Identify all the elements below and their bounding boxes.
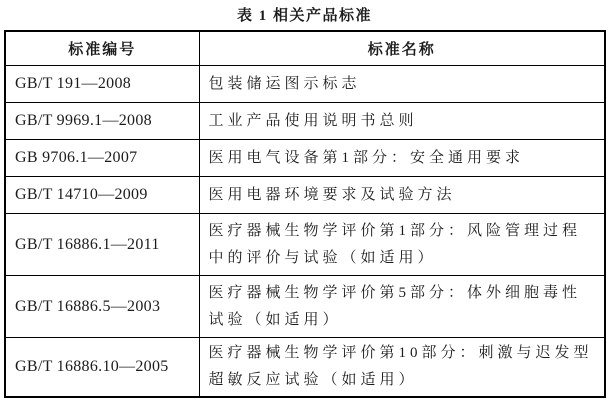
header-standard-code: 标准编号 — [5, 31, 199, 66]
standard-name-cell: 工业产品使用说明书总则 — [199, 103, 605, 140]
table-title: 表 1 相关产品标准 — [236, 8, 372, 24]
table-row — [5, 338, 605, 398]
standard-code-cell: GB/T 16886.5—2003 — [5, 276, 199, 338]
standard-code-cell: GB/T 16886.1—2011 — [5, 214, 199, 276]
table-row — [5, 276, 605, 338]
table-row — [5, 103, 605, 140]
standard-code-cell: GB 9706.1—2007 — [5, 140, 199, 177]
standards-table — [4, 30, 606, 398]
header-standard-name: 标准名称 — [199, 31, 605, 66]
standard-name-cell: 医用电气设备第1部分：安全通用要求 — [199, 140, 605, 177]
standard-name-cell: 医用电器环境要求及试验方法 — [199, 177, 605, 214]
table-row — [5, 140, 605, 177]
table-row — [5, 177, 605, 214]
standard-name-cell: 医疗器械生物学评价第1部分：风险管理过程中的评价与试验（如适用） — [199, 214, 605, 276]
standard-name-cell: 医疗器械生物学评价第5部分：体外细胞毒性试验（如适用） — [199, 276, 605, 338]
standard-name-cell: 包装储运图示标志 — [199, 66, 605, 103]
standard-code-cell: GB/T 191—2008 — [5, 66, 199, 103]
table-row — [5, 66, 605, 103]
table-header-row — [5, 31, 605, 66]
standard-name-cell: 医疗器械生物学评价第10部分：刺激与迟发型超敏反应试验（如适用） — [199, 338, 605, 398]
standard-code-cell: GB/T 16886.10—2005 — [5, 338, 199, 398]
standard-code-cell: GB/T 9969.1—2008 — [5, 103, 199, 140]
standard-code-cell: GB/T 14710—2009 — [5, 177, 199, 214]
table-row — [5, 214, 605, 276]
